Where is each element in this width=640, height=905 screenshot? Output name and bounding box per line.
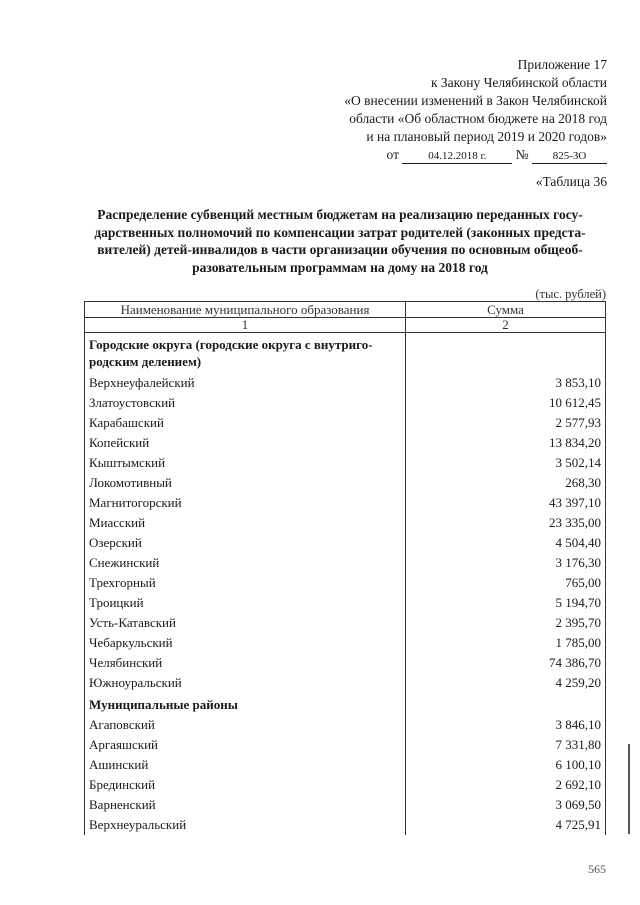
municipality-name: Копейский	[85, 433, 406, 453]
table-row	[85, 633, 606, 653]
municipality-name: Брединский	[85, 775, 406, 795]
subvention-sum: 765,00	[406, 573, 606, 593]
municipality-name: Троицкий	[85, 593, 406, 613]
subvention-sum: 5 194,70	[406, 593, 606, 613]
table-row	[85, 613, 606, 633]
municipality-name: Усть-Катавский	[85, 613, 406, 633]
subvention-sum: 3 176,30	[406, 553, 606, 573]
municipality-name: Чебаркульский	[85, 633, 406, 653]
table-row	[85, 653, 606, 673]
municipality-name: Карабашский	[85, 413, 406, 433]
appendix-line: области «Об областном бюджете на 2018 год	[349, 111, 607, 126]
table-row	[85, 673, 606, 693]
section-title: Городские округа (городские округа с внутриго-родским делением)	[85, 333, 406, 374]
subvention-table	[84, 301, 606, 835]
subvention-sum: 2 692,10	[406, 775, 606, 795]
subvention-sum: 43 397,10	[406, 493, 606, 513]
table-row	[85, 735, 606, 755]
section-sum	[406, 693, 606, 715]
number-label: №	[515, 147, 529, 162]
table-label: «Таблица 36	[535, 174, 607, 189]
units-label: (тыс. рублей)	[535, 287, 606, 301]
municipality-name: Варненский	[85, 795, 406, 815]
municipality-name: Магнитогорский	[85, 493, 406, 513]
subvention-sum: 7 331,80	[406, 735, 606, 755]
appendix-header	[344, 56, 607, 164]
subvention-sum: 1 785,00	[406, 633, 606, 653]
subvention-sum: 268,30	[406, 473, 606, 493]
municipality-name: Кыштымский	[85, 453, 406, 473]
section-sum	[406, 333, 606, 374]
law-number: 825-ЗО	[532, 149, 607, 164]
municipality-name: Верхнеуфалейский	[85, 373, 406, 393]
table-row	[85, 493, 606, 513]
subvention-sum: 2 395,70	[406, 613, 606, 633]
subvention-sum: 3 846,10	[406, 715, 606, 735]
municipality-name: Златоустовский	[85, 393, 406, 413]
table-row	[85, 755, 606, 775]
municipality-name: Трехгорный	[85, 573, 406, 593]
appendix-line: и на плановый период 2019 и 2020 годов»	[366, 129, 607, 144]
municipality-name: Локомотивный	[85, 473, 406, 493]
municipality-name: Снежинский	[85, 553, 406, 573]
subvention-sum: 4 259,20	[406, 673, 606, 693]
table-header-row	[85, 302, 606, 318]
section-row	[85, 693, 606, 715]
municipality-name: Агаповский	[85, 715, 406, 735]
subvention-sum: 13 834,20	[406, 433, 606, 453]
subvention-sum: 74 386,70	[406, 653, 606, 673]
table-row	[85, 513, 606, 533]
column-header-name: Наименование муниципального образования	[85, 302, 406, 318]
table-row	[85, 775, 606, 795]
subvention-sum: 23 335,00	[406, 513, 606, 533]
table-row	[85, 815, 606, 835]
municipality-name: Миасский	[85, 513, 406, 533]
from-label: от	[386, 147, 399, 162]
municipality-name: Ашинский	[85, 755, 406, 775]
column-number: 2	[406, 318, 606, 333]
subvention-sum: 4 725,91	[406, 815, 606, 835]
law-date-line	[387, 146, 608, 164]
table-row	[85, 473, 606, 493]
table-row	[85, 795, 606, 815]
appendix-line: «О внесении изменений в Закон Челябинской	[344, 93, 607, 108]
municipality-name: Верхнеуральский	[85, 815, 406, 835]
table-row	[85, 453, 606, 473]
document-title: Распределение субвенций местным бюджетам на реализацию переданных госу-дарственных полномочий по компенсации затрат родителей (законных предста-вителей) детей-инвалидов в части организации обучения по основным общеоб-разовательным программам на дому на 2018 год	[94, 207, 586, 275]
column-header-sum: Сумма	[406, 302, 606, 318]
section-title: Муниципальные районы	[85, 693, 406, 715]
table-row	[85, 413, 606, 433]
municipality-name: Челябинский	[85, 653, 406, 673]
table-row	[85, 553, 606, 573]
subvention-sum: 3 853,10	[406, 373, 606, 393]
subvention-sum: 10 612,45	[406, 393, 606, 413]
column-number: 1	[85, 318, 406, 333]
table-row	[85, 433, 606, 453]
subvention-sum: 3 069,50	[406, 795, 606, 815]
subvention-sum: 4 504,40	[406, 533, 606, 553]
appendix-line: к Закону Челябинской области	[430, 75, 607, 90]
table-row	[85, 573, 606, 593]
scan-edge-mark	[628, 744, 630, 834]
subvention-sum: 2 577,93	[406, 413, 606, 433]
subvention-sum: 3 502,14	[406, 453, 606, 473]
table-row	[85, 593, 606, 613]
table-row	[85, 715, 606, 735]
subvention-sum: 6 100,10	[406, 755, 606, 775]
law-date: 04.12.2018 г.	[402, 149, 512, 164]
section-row	[85, 333, 606, 374]
page-number: 565	[588, 862, 606, 876]
municipality-name: Южноуральский	[85, 673, 406, 693]
municipality-name: Озерский	[85, 533, 406, 553]
table-row	[85, 373, 606, 393]
table-row	[85, 533, 606, 553]
table-row	[85, 393, 606, 413]
municipality-name: Аргаяшский	[85, 735, 406, 755]
appendix-line: Приложение 17	[517, 57, 607, 72]
column-number-row	[85, 318, 606, 333]
